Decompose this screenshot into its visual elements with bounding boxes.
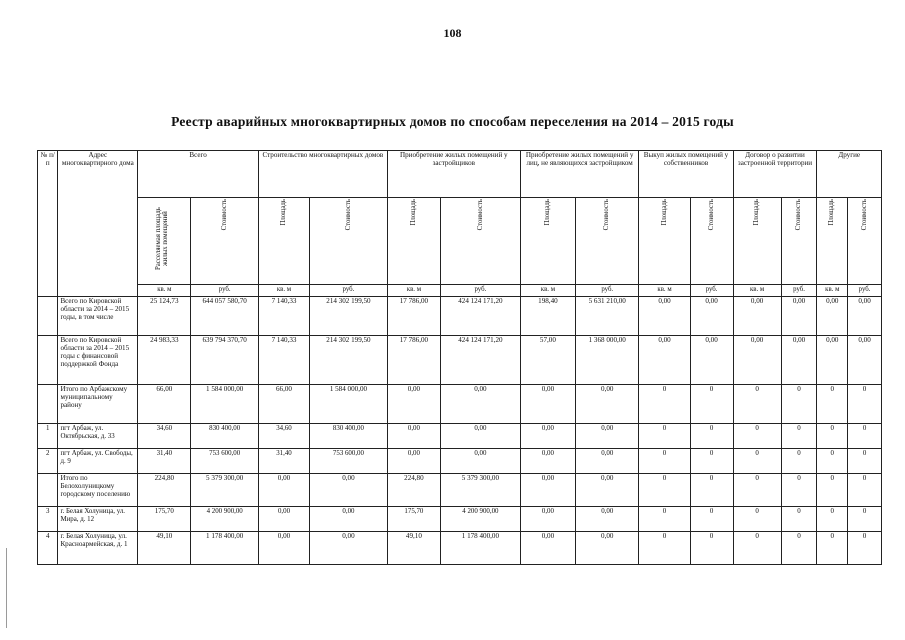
value-cell: 0 [733, 449, 781, 474]
value-cell: 0,00 [576, 424, 639, 449]
row-number [38, 474, 58, 507]
value-cell: 0 [639, 507, 690, 532]
unit-cell: кв. м [639, 285, 690, 297]
subheader-label: Расселяемая площадь жилых помещений [155, 207, 170, 271]
value-cell: 175,70 [387, 507, 440, 532]
value-cell: 0,00 [441, 449, 521, 474]
table-row [38, 424, 882, 449]
table-subheader-row [38, 198, 882, 285]
value-cell: 0 [848, 424, 882, 449]
value-cell: 0,00 [639, 336, 690, 385]
value-cell: 1 584 000,00 [310, 385, 388, 424]
row-number [38, 336, 58, 385]
value-cell: 0 [781, 532, 817, 565]
subheader-cell [848, 198, 882, 285]
unit-cell: руб. [191, 285, 259, 297]
value-cell: 66,00 [138, 385, 191, 424]
value-cell: 0 [848, 507, 882, 532]
value-cell: 0 [733, 532, 781, 565]
subheader-cell [441, 198, 521, 285]
summary-row [38, 474, 882, 507]
subheader-label: Стоимость [476, 199, 484, 231]
value-cell: 0 [733, 507, 781, 532]
value-cell: 0 [817, 385, 848, 424]
value-cell: 0,00 [781, 297, 817, 336]
value-cell: 0 [848, 532, 882, 565]
value-cell: 0 [690, 507, 733, 532]
value-cell: 66,00 [258, 385, 309, 424]
subheader-cell [310, 198, 388, 285]
value-cell: 0 [817, 474, 848, 507]
value-cell: 1 178 400,00 [191, 532, 259, 565]
value-cell: 31,40 [138, 449, 191, 474]
value-cell: 7 140,33 [258, 297, 309, 336]
value-cell: 7 140,33 [258, 336, 309, 385]
value-cell: 0 [781, 507, 817, 532]
unit-cell: руб. [781, 285, 817, 297]
value-cell: 34,60 [258, 424, 309, 449]
address-cell: Итого по Арбажскому муниципальному району [58, 385, 138, 424]
value-cell: 57,00 [520, 336, 575, 385]
summary-row [38, 336, 882, 385]
value-cell: 24 983,33 [138, 336, 191, 385]
value-cell: 17 786,00 [387, 297, 440, 336]
value-cell: 214 302 199,50 [310, 297, 388, 336]
subheader-label: Стоимость [795, 199, 803, 231]
header-buyout: Выкуп жилых помещений у собственников [639, 151, 733, 198]
subheader-label: Площадь [544, 199, 552, 226]
value-cell: 0 [781, 449, 817, 474]
unit-cell: кв. м [817, 285, 848, 297]
value-cell: 0 [639, 385, 690, 424]
value-cell: 0 [639, 474, 690, 507]
subheader-label: Площадь [660, 199, 668, 226]
value-cell: 0,00 [817, 297, 848, 336]
address-cell: пгт Арбаж, ул. Свободы, д. 9 [58, 449, 138, 474]
table-row [38, 507, 882, 532]
value-cell: 34,60 [138, 424, 191, 449]
value-cell: 0 [639, 424, 690, 449]
table-header-row [38, 151, 882, 198]
value-cell: 753 600,00 [310, 449, 388, 474]
value-cell: 0 [733, 385, 781, 424]
value-cell: 0,00 [520, 474, 575, 507]
header-territory-development: Договор о развитии застроенной территории [733, 151, 817, 198]
value-cell: 0,00 [258, 507, 309, 532]
registry-table [37, 150, 882, 565]
subheader-cell [690, 198, 733, 285]
value-cell: 0 [817, 532, 848, 565]
value-cell: 49,10 [138, 532, 191, 565]
summary-row [38, 297, 882, 336]
value-cell: 1 178 400,00 [441, 532, 521, 565]
value-cell: 0,00 [576, 449, 639, 474]
value-cell: 1 368 000,00 [576, 336, 639, 385]
unit-cell: кв. м [387, 285, 440, 297]
value-cell: 5 379 300,00 [441, 474, 521, 507]
subheader-label: Стоимость [860, 199, 868, 231]
row-number: 4 [38, 532, 58, 565]
value-cell: 0 [817, 449, 848, 474]
row-number [38, 297, 58, 336]
subheader-label: Площадь [280, 199, 288, 226]
row-number: 2 [38, 449, 58, 474]
address-cell: Всего по Кировской области за 2014 – 2015 годы с финансовой поддержкой Фонда [58, 336, 138, 385]
header-other: Другие [817, 151, 882, 198]
value-cell: 0 [848, 449, 882, 474]
header-construction: Строительство многоквартирных домов [258, 151, 387, 198]
value-cell: 0 [690, 424, 733, 449]
value-cell: 0,00 [848, 336, 882, 385]
value-cell: 0,00 [520, 507, 575, 532]
value-cell: 0,00 [639, 297, 690, 336]
unit-cell: руб. [310, 285, 388, 297]
value-cell: 0 [848, 385, 882, 424]
subheader-label: Стоимость [707, 199, 715, 231]
subheader-cell [387, 198, 440, 285]
subheader-cell [733, 198, 781, 285]
table-row [38, 532, 882, 565]
value-cell: 0,00 [733, 297, 781, 336]
value-cell: 0 [781, 385, 817, 424]
unit-cell: руб. [848, 285, 882, 297]
value-cell: 31,40 [258, 449, 309, 474]
page-number: 108 [443, 26, 462, 40]
unit-cell: руб. [690, 285, 733, 297]
value-cell: 644 057 580,70 [191, 297, 259, 336]
value-cell: 0,00 [576, 385, 639, 424]
address-cell: Итого по Белохолуницкому городскому поселению [58, 474, 138, 507]
value-cell: 753 600,00 [191, 449, 259, 474]
value-cell: 830 400,00 [310, 424, 388, 449]
value-cell: 0,00 [520, 532, 575, 565]
subheader-cell [191, 198, 259, 285]
value-cell: 25 124,73 [138, 297, 191, 336]
value-cell: 0 [690, 532, 733, 565]
subheader-cell [138, 198, 191, 285]
value-cell: 224,80 [138, 474, 191, 507]
value-cell: 0 [690, 449, 733, 474]
subheader-cell [817, 198, 848, 285]
subheader-cell [520, 198, 575, 285]
subheader-label: Площадь [828, 199, 836, 226]
value-cell: 0,00 [690, 297, 733, 336]
value-cell: 0 [690, 474, 733, 507]
value-cell: 0,00 [441, 424, 521, 449]
subheader-cell [576, 198, 639, 285]
value-cell: 0,00 [690, 336, 733, 385]
value-cell: 0 [639, 532, 690, 565]
value-cell: 0 [639, 449, 690, 474]
value-cell: 0 [817, 424, 848, 449]
value-cell: 224,80 [387, 474, 440, 507]
value-cell: 0,00 [387, 424, 440, 449]
value-cell: 424 124 171,20 [441, 336, 521, 385]
value-cell: 0,00 [258, 474, 309, 507]
subheader-label: Стоимость [603, 199, 611, 231]
value-cell: 17 786,00 [387, 336, 440, 385]
value-cell: 4 200 900,00 [191, 507, 259, 532]
value-cell: 0,00 [387, 385, 440, 424]
value-cell: 214 302 199,50 [310, 336, 388, 385]
address-cell: г. Белая Холуница, ул. Красноармейская, д. 1 [58, 532, 138, 565]
value-cell: 0,00 [310, 507, 388, 532]
value-cell: 0,00 [310, 474, 388, 507]
row-number: 3 [38, 507, 58, 532]
header-no: № п/п [38, 151, 58, 297]
row-number: 1 [38, 424, 58, 449]
unit-cell: кв. м [520, 285, 575, 297]
unit-cell: руб. [441, 285, 521, 297]
value-cell: 0,00 [781, 336, 817, 385]
address-cell: г. Белая Холуница, ул. Мира, д. 12 [58, 507, 138, 532]
address-cell: пгт Арбаж, ул. Октябрьская, д. 33 [58, 424, 138, 449]
value-cell: 0 [690, 385, 733, 424]
unit-cell: руб. [576, 285, 639, 297]
value-cell: 0,00 [520, 385, 575, 424]
document-title: Реестр аварийных многоквартирных домов по способам переселения на 2014 – 2015 годы [171, 114, 734, 129]
value-cell: 0,00 [576, 532, 639, 565]
value-cell: 198,40 [520, 297, 575, 336]
value-cell: 0 [733, 474, 781, 507]
value-cell: 0,00 [258, 532, 309, 565]
row-number [38, 385, 58, 424]
header-total: Всего [138, 151, 259, 198]
value-cell: 0,00 [576, 474, 639, 507]
subheader-label: Стоимость [344, 199, 352, 231]
unit-cell: кв. м [138, 285, 191, 297]
value-cell: 0 [817, 507, 848, 532]
value-cell: 49,10 [387, 532, 440, 565]
subheader-label: Площадь [410, 199, 418, 226]
header-purchase-developers: Приобретение жилых помещений у застройщиков [387, 151, 520, 198]
value-cell: 0,00 [576, 507, 639, 532]
value-cell: 424 124 171,20 [441, 297, 521, 336]
value-cell: 0,00 [387, 449, 440, 474]
unit-cell: кв. м [733, 285, 781, 297]
value-cell: 0,00 [441, 385, 521, 424]
table-units-row [38, 285, 882, 297]
subheader-label: Стоимость [220, 199, 228, 231]
summary-row [38, 385, 882, 424]
value-cell: 0,00 [520, 424, 575, 449]
value-cell: 5 379 300,00 [191, 474, 259, 507]
value-cell: 0,00 [520, 449, 575, 474]
value-cell: 639 794 370,70 [191, 336, 259, 385]
value-cell: 0 [781, 474, 817, 507]
value-cell: 1 584 000,00 [191, 385, 259, 424]
value-cell: 5 631 210,00 [576, 297, 639, 336]
value-cell: 0,00 [817, 336, 848, 385]
subheader-label: Площадь [753, 199, 761, 226]
subheader-cell [639, 198, 690, 285]
table-row [38, 449, 882, 474]
unit-cell: кв. м [258, 285, 309, 297]
value-cell: 4 200 900,00 [441, 507, 521, 532]
address-cell: Всего по Кировской области за 2014 – 2015 годы, в том числе [58, 297, 138, 336]
header-address: Адрес многоквартирного дома [58, 151, 138, 297]
value-cell: 0 [781, 424, 817, 449]
header-purchase-non-developers: Приобретение жилых помещений у лиц, не являющихся застройщиком [520, 151, 639, 198]
value-cell: 0 [848, 474, 882, 507]
table-body [38, 297, 882, 565]
subheader-cell [781, 198, 817, 285]
value-cell: 0,00 [310, 532, 388, 565]
subheader-cell [258, 198, 309, 285]
value-cell: 0,00 [848, 297, 882, 336]
value-cell: 830 400,00 [191, 424, 259, 449]
value-cell: 0 [733, 424, 781, 449]
value-cell: 0,00 [733, 336, 781, 385]
scan-edge-line [6, 548, 7, 628]
value-cell: 175,70 [138, 507, 191, 532]
